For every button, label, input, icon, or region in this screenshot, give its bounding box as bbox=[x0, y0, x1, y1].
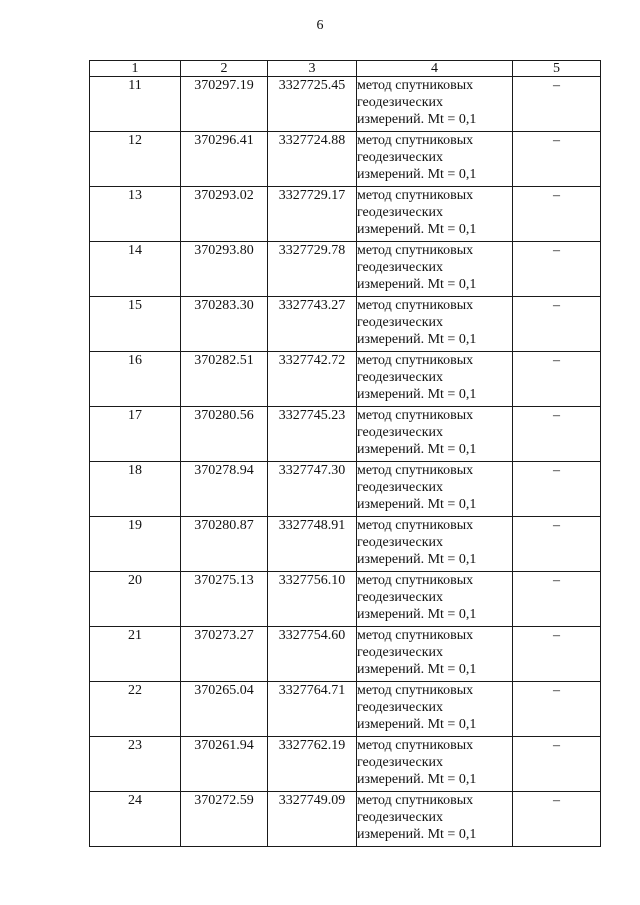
column-5-cell: – bbox=[513, 682, 601, 737]
column-5-cell: – bbox=[513, 352, 601, 407]
method-line-2: геодезических bbox=[357, 370, 444, 385]
x-coordinate-cell: 370282.51 bbox=[181, 352, 268, 407]
method-cell bbox=[357, 792, 513, 847]
method-line-1: метод спутниковых bbox=[357, 133, 474, 148]
column-5-cell: – bbox=[513, 407, 601, 462]
method-line-1: метод спутниковых bbox=[357, 793, 474, 808]
x-coordinate-cell: 370293.80 bbox=[181, 242, 268, 297]
y-coordinate-cell: 3327754.60 bbox=[268, 627, 357, 682]
method-cell bbox=[357, 737, 513, 792]
method-cell bbox=[357, 77, 513, 132]
column-5-cell: – bbox=[513, 572, 601, 627]
method-cell bbox=[357, 627, 513, 682]
method-line-3: измерений. Mt = 0,1 bbox=[357, 607, 477, 622]
table-row bbox=[90, 352, 601, 407]
x-coordinate-cell: 370283.30 bbox=[181, 297, 268, 352]
point-number-cell: 15 bbox=[90, 297, 181, 352]
x-coordinate-cell: 370296.41 bbox=[181, 132, 268, 187]
method-line-2: геодезических bbox=[357, 150, 444, 165]
method-line-2: геодезических bbox=[357, 700, 444, 715]
x-coordinate-cell: 370265.04 bbox=[181, 682, 268, 737]
y-coordinate-cell: 3327742.72 bbox=[268, 352, 357, 407]
method-line-2: геодезических bbox=[357, 810, 444, 825]
column-5-cell: – bbox=[513, 627, 601, 682]
point-number-cell: 12 bbox=[90, 132, 181, 187]
method-cell bbox=[357, 187, 513, 242]
y-coordinate-cell: 3327747.30 bbox=[268, 462, 357, 517]
method-line-1: метод спутниковых bbox=[357, 188, 474, 203]
y-coordinate-cell: 3327748.91 bbox=[268, 517, 357, 572]
method-line-1: метод спутниковых bbox=[357, 353, 474, 368]
header-col-1: 1 bbox=[90, 61, 181, 77]
table-row bbox=[90, 242, 601, 297]
method-line-1: метод спутниковых bbox=[357, 298, 474, 313]
header-col-4: 4 bbox=[357, 61, 513, 77]
y-coordinate-cell: 3327743.27 bbox=[268, 297, 357, 352]
point-number-cell: 16 bbox=[90, 352, 181, 407]
method-line-3: измерений. Mt = 0,1 bbox=[357, 827, 477, 842]
method-line-3: измерений. Mt = 0,1 bbox=[357, 772, 477, 787]
method-cell bbox=[357, 407, 513, 462]
y-coordinate-cell: 3327764.71 bbox=[268, 682, 357, 737]
method-line-3: измерений. Mt = 0,1 bbox=[357, 277, 477, 292]
method-line-3: измерений. Mt = 0,1 bbox=[357, 497, 477, 512]
method-cell bbox=[357, 352, 513, 407]
method-line-3: измерений. Mt = 0,1 bbox=[357, 442, 477, 457]
method-line-1: метод спутниковых bbox=[357, 683, 474, 698]
x-coordinate-cell: 370280.56 bbox=[181, 407, 268, 462]
header-col-5: 5 bbox=[513, 61, 601, 77]
table-header bbox=[90, 61, 601, 77]
header-row bbox=[90, 61, 601, 77]
coordinates-table bbox=[89, 60, 601, 847]
method-cell bbox=[357, 297, 513, 352]
point-number-cell: 20 bbox=[90, 572, 181, 627]
method-line-3: измерений. Mt = 0,1 bbox=[357, 112, 477, 127]
method-line-1: метод спутниковых bbox=[357, 738, 474, 753]
column-5-cell: – bbox=[513, 242, 601, 297]
x-coordinate-cell: 370297.19 bbox=[181, 77, 268, 132]
y-coordinate-cell: 3327762.19 bbox=[268, 737, 357, 792]
y-coordinate-cell: 3327729.17 bbox=[268, 187, 357, 242]
column-5-cell: – bbox=[513, 132, 601, 187]
table-row bbox=[90, 297, 601, 352]
method-line-3: измерений. Mt = 0,1 bbox=[357, 332, 477, 347]
method-line-2: геодезических bbox=[357, 645, 444, 660]
x-coordinate-cell: 370261.94 bbox=[181, 737, 268, 792]
column-5-cell: – bbox=[513, 792, 601, 847]
method-line-3: измерений. Mt = 0,1 bbox=[357, 387, 477, 402]
point-number-cell: 11 bbox=[90, 77, 181, 132]
table-row bbox=[90, 517, 601, 572]
method-line-3: измерений. Mt = 0,1 bbox=[357, 167, 477, 182]
table-row bbox=[90, 187, 601, 242]
method-line-2: геодезических bbox=[357, 590, 444, 605]
header-col-3: 3 bbox=[268, 61, 357, 77]
x-coordinate-cell: 370280.87 bbox=[181, 517, 268, 572]
point-number-cell: 18 bbox=[90, 462, 181, 517]
method-cell bbox=[357, 242, 513, 297]
point-number-cell: 17 bbox=[90, 407, 181, 462]
table-row bbox=[90, 462, 601, 517]
x-coordinate-cell: 370273.27 bbox=[181, 627, 268, 682]
method-line-1: метод спутниковых bbox=[357, 628, 474, 643]
table-row bbox=[90, 627, 601, 682]
method-cell bbox=[357, 517, 513, 572]
y-coordinate-cell: 3327729.78 bbox=[268, 242, 357, 297]
method-line-2: геодезических bbox=[357, 755, 444, 770]
table-row bbox=[90, 792, 601, 847]
method-line-2: геодезических bbox=[357, 205, 444, 220]
method-line-3: измерений. Mt = 0,1 bbox=[357, 662, 477, 677]
table-row bbox=[90, 682, 601, 737]
point-number-cell: 23 bbox=[90, 737, 181, 792]
method-line-1: метод спутниковых bbox=[357, 78, 474, 93]
y-coordinate-cell: 3327724.88 bbox=[268, 132, 357, 187]
method-line-3: измерений. Mt = 0,1 bbox=[357, 222, 477, 237]
table-body bbox=[90, 77, 601, 847]
point-number-cell: 14 bbox=[90, 242, 181, 297]
x-coordinate-cell: 370278.94 bbox=[181, 462, 268, 517]
method-line-1: метод спутниковых bbox=[357, 463, 474, 478]
method-cell bbox=[357, 462, 513, 517]
method-line-2: геодезических bbox=[357, 315, 444, 330]
header-col-2: 2 bbox=[181, 61, 268, 77]
point-number-cell: 19 bbox=[90, 517, 181, 572]
y-coordinate-cell: 3327745.23 bbox=[268, 407, 357, 462]
x-coordinate-cell: 370293.02 bbox=[181, 187, 268, 242]
x-coordinate-cell: 370275.13 bbox=[181, 572, 268, 627]
column-5-cell: – bbox=[513, 187, 601, 242]
method-line-1: метод спутниковых bbox=[357, 243, 474, 258]
method-line-2: геодезических bbox=[357, 480, 444, 495]
y-coordinate-cell: 3327756.10 bbox=[268, 572, 357, 627]
column-5-cell: – bbox=[513, 737, 601, 792]
method-line-1: метод спутниковых bbox=[357, 573, 474, 588]
page-number: 6 bbox=[316, 18, 324, 33]
method-cell bbox=[357, 132, 513, 187]
column-5-cell: – bbox=[513, 462, 601, 517]
table-row bbox=[90, 132, 601, 187]
method-cell bbox=[357, 682, 513, 737]
method-cell bbox=[357, 572, 513, 627]
method-line-2: геодезических bbox=[357, 95, 444, 110]
method-line-2: геодезических bbox=[357, 260, 444, 275]
column-5-cell: – bbox=[513, 77, 601, 132]
method-line-3: измерений. Mt = 0,1 bbox=[357, 717, 477, 732]
point-number-cell: 21 bbox=[90, 627, 181, 682]
table-row bbox=[90, 737, 601, 792]
table-row bbox=[90, 407, 601, 462]
point-number-cell: 24 bbox=[90, 792, 181, 847]
method-line-1: метод спутниковых bbox=[357, 408, 474, 423]
method-line-1: метод спутниковых bbox=[357, 518, 474, 533]
x-coordinate-cell: 370272.59 bbox=[181, 792, 268, 847]
method-line-2: геодезических bbox=[357, 535, 444, 550]
column-5-cell: – bbox=[513, 297, 601, 352]
point-number-cell: 22 bbox=[90, 682, 181, 737]
point-number-cell: 13 bbox=[90, 187, 181, 242]
table-row bbox=[90, 77, 601, 132]
method-line-2: геодезических bbox=[357, 425, 444, 440]
column-5-cell: – bbox=[513, 517, 601, 572]
y-coordinate-cell: 3327725.45 bbox=[268, 77, 357, 132]
table-row bbox=[90, 572, 601, 627]
method-line-3: измерений. Mt = 0,1 bbox=[357, 552, 477, 567]
y-coordinate-cell: 3327749.09 bbox=[268, 792, 357, 847]
